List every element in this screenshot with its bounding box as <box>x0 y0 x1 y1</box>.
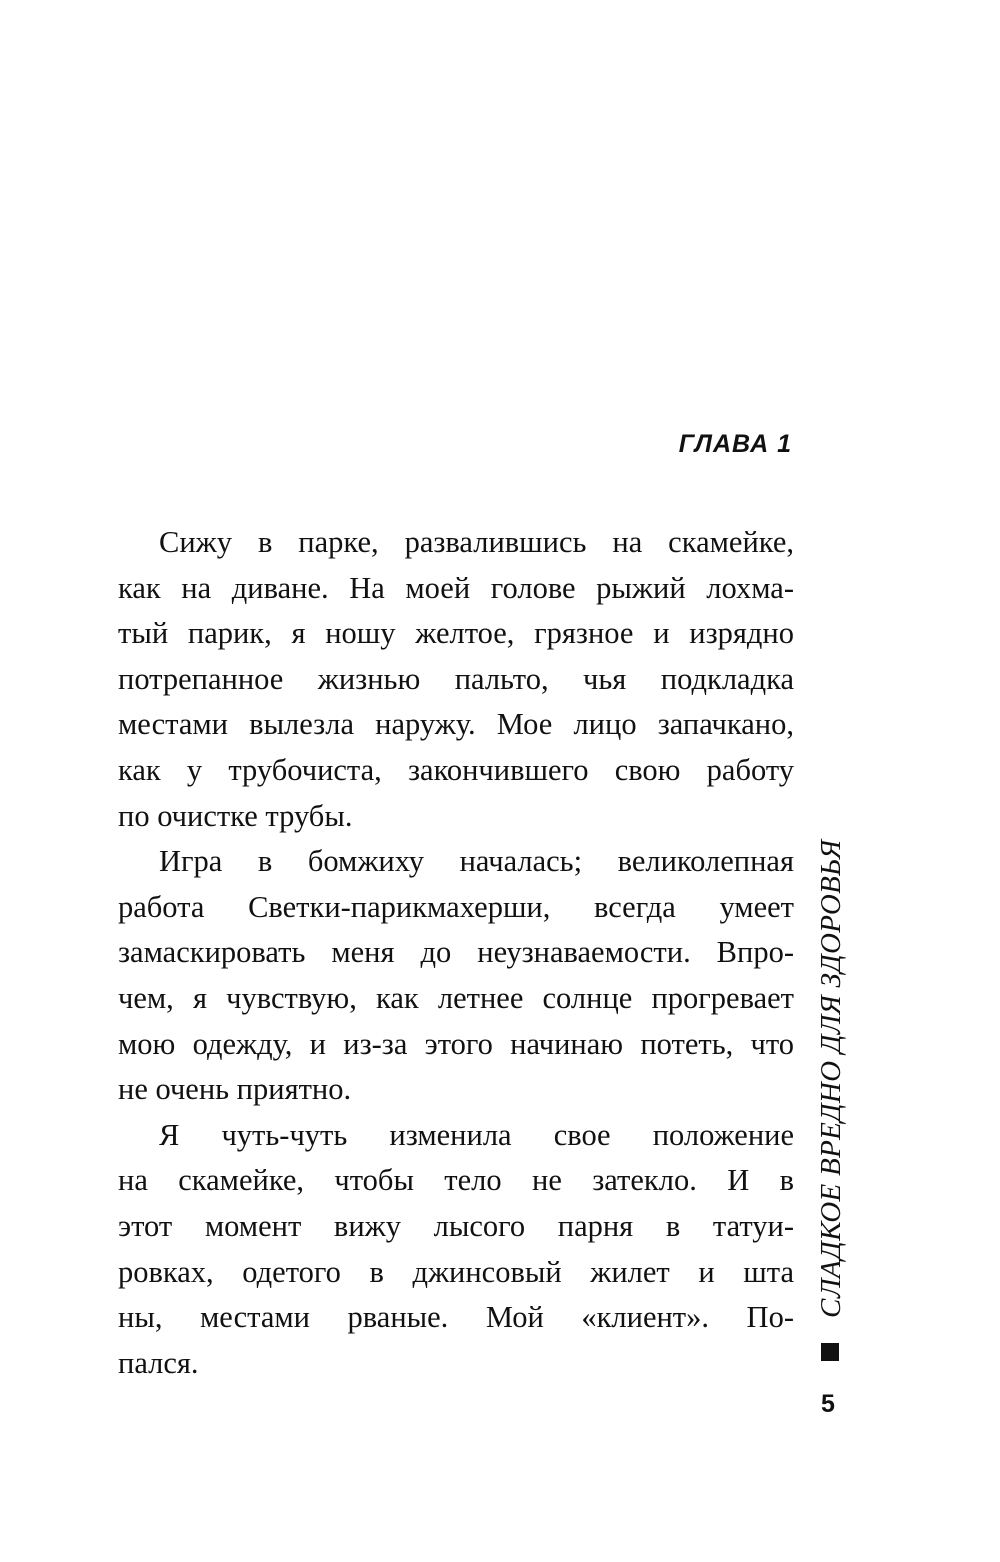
text-line: по очистке трубы. <box>118 798 353 833</box>
text-line: Я чуть-чуть изменила свое положение <box>159 1117 794 1152</box>
text-line: Сижу в парке, развалившись на скамейке, <box>159 525 794 559</box>
text-line: тый парик, я ношу желтое, грязное и изрядно <box>118 616 794 651</box>
paragraph-1 <box>118 520 794 839</box>
chapter-heading: ГЛАВА 1 <box>678 430 792 458</box>
square-marker-icon <box>821 1343 839 1361</box>
body-text <box>118 520 794 1386</box>
paragraph-3 <box>118 1113 794 1387</box>
text-line: чем, я чувствую, как летнее солнце прогревает <box>118 980 794 1015</box>
text-line: как у трубочиста, закончившего свою работу <box>118 752 794 787</box>
text-line: ны, местами рваные. Мой «клиент». По- <box>118 1300 794 1335</box>
paragraph-2 <box>118 839 794 1113</box>
running-title: СЛАДКОЕ ВРЕДНО ДЛЯ ЗДОРОВЬЯ <box>815 839 847 1318</box>
text-line: местами вылезла наружу. Мое лицо запачкано, <box>118 707 794 742</box>
text-line: мою одежду, и из-за этого начинаю потеть, что <box>118 1026 794 1061</box>
text-line: как на диване. На моей голове рыжий лохма- <box>118 570 794 605</box>
text-line: не очень приятно. <box>118 1072 352 1107</box>
text-line: Игра в бомжиху началась; великолепная <box>159 844 794 879</box>
text-line: пался. <box>118 1345 199 1380</box>
page-number: 5 <box>821 1390 835 1418</box>
text-line: замаскировать меня до неузнаваемости. Впро- <box>118 935 794 970</box>
text-line: работа Светки-парикмахерши, всегда умеет <box>118 889 794 924</box>
text-line: ровках, одетого в джинсовый жилет и шта <box>118 1254 794 1289</box>
text-line: потрепанное жизнью пальто, чья подкладка <box>118 661 794 696</box>
text-line: на скамейке, чтобы тело не затекло. И в <box>118 1163 794 1198</box>
text-line: этот момент вижу лысого парня в татуи- <box>118 1208 794 1243</box>
